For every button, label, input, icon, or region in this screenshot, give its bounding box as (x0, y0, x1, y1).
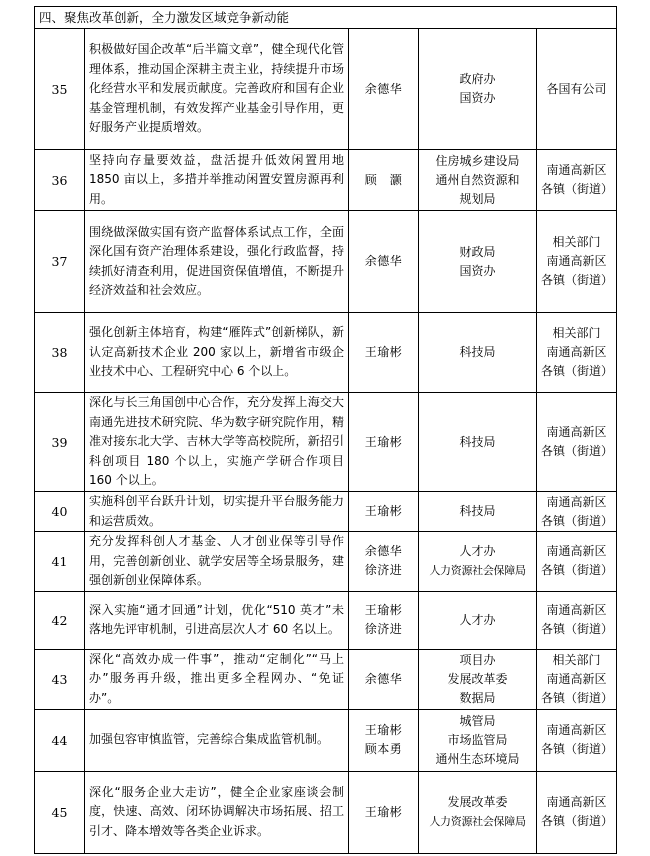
resp-line: 各镇（街道） (541, 563, 614, 578)
lead-department (419, 709, 537, 771)
row-number: 45 (35, 771, 85, 853)
row-number: 37 (35, 211, 85, 313)
resp-line: 各镇（街道） (541, 364, 614, 378)
dept-line: 科技局 (459, 504, 496, 518)
task-description: 加强包容审慎监管，完善综合集成监管机制。 (85, 709, 349, 771)
dept-line: 人才办 (459, 612, 496, 627)
lead-official (349, 649, 419, 709)
dept-line: 规划局 (459, 191, 496, 206)
dept-line: 财政局 (459, 244, 496, 259)
row-number: 39 (35, 393, 85, 492)
dept-line: 城管局 (459, 713, 496, 728)
responsible-unit (537, 29, 617, 150)
lead-line: 顾 灏 (364, 172, 403, 187)
lead-line: 王瑜彬 (364, 504, 403, 518)
task-description: 深化“服务企业大走访”，健全企业家座谈会制度，快速、高效、闭环协调解决市场拓展、招工引才、降本增效等各类企业诉求。 (85, 771, 349, 853)
lead-department (419, 393, 537, 492)
row-number: 36 (35, 150, 85, 211)
row-number: 41 (35, 532, 85, 592)
row-number: 38 (35, 313, 85, 393)
row-number: 43 (35, 649, 85, 709)
resp-line: 各镇（街道） (541, 742, 614, 756)
responsible-unit (537, 313, 617, 393)
resp-line: 各镇（街道） (541, 622, 614, 636)
lead-department (419, 771, 537, 853)
dept-line: 通州自然资源和 (435, 172, 520, 187)
lead-official (349, 313, 419, 393)
lead-line: 王瑜彬 (364, 345, 403, 359)
lead-official (349, 492, 419, 532)
row-number: 44 (35, 709, 85, 771)
lead-department (419, 150, 537, 211)
dept-line: 通州生态环境局 (435, 751, 520, 766)
task-description: 充分发挥科创人才基金、人才创业保等引导作用，完善创新创业、就学安居等全场景服务，建强创新创业保障体系。 (85, 532, 349, 592)
resp-line: 各镇（街道） (541, 444, 614, 458)
resp-line: 南通高新区 (546, 671, 607, 686)
task-description: 强化创新主体培育，构建“雁阵式”创新梯队，新认定高新技术企业 200 家以上，新增省市级企业技术中心、工程研究中心 6 个以上。 (85, 313, 349, 393)
lead-line: 顾本勇 (364, 742, 403, 756)
responsible-unit (537, 709, 617, 771)
dept-line: 人力资源社会保障局 (429, 815, 526, 828)
lead-line: 余德华 (364, 671, 403, 686)
table-row (35, 492, 617, 532)
lead-line: 王瑜彬 (364, 434, 403, 449)
resp-line: 南通高新区 (546, 163, 607, 177)
resp-line: 南通高新区 (546, 425, 607, 439)
responsible-unit (537, 771, 617, 853)
resp-line: 南通高新区 (546, 603, 607, 617)
row-number: 40 (35, 492, 85, 532)
task-description: 积极做好国企改革“后半篇文章”，健全现代化管理体系，推动国企深耕主责主业，持续提升市场化经营水平和发展贡献度。完善政府和国有企业基金管理机制，有效发挥产业基金引导作用，更好服务产业提质增效。 (85, 29, 349, 150)
lead-line: 徐济进 (364, 563, 403, 578)
lead-official (349, 29, 419, 150)
table-row (35, 211, 617, 313)
lead-department (419, 211, 537, 313)
responsible-unit (537, 649, 617, 709)
resp-line: 南通高新区 (546, 345, 607, 359)
task-table (34, 6, 617, 854)
lead-line: 王瑜彬 (364, 603, 403, 617)
lead-department (419, 591, 537, 649)
dept-line: 发展改革委 (447, 795, 508, 809)
dept-line: 国资办 (459, 91, 496, 105)
lead-department (419, 492, 537, 532)
lead-line: 余德华 (364, 544, 403, 559)
dept-line: 市场监管局 (447, 732, 508, 747)
dept-line: 科技局 (459, 345, 496, 359)
resp-line: 各镇（街道） (541, 814, 614, 828)
dept-line: 数据局 (459, 690, 496, 705)
lead-department (419, 532, 537, 592)
resp-line: 各镇（街道） (541, 690, 614, 705)
table-row (35, 532, 617, 592)
lead-line: 余德华 (364, 254, 403, 268)
task-description: 围绕做深做实国有资产监督体系试点工作，全面深化国有资产治理体系建设，强化行政监督，持续抓好清查利用，促进国资保值增值，不断提升经济效益和社会效应。 (85, 211, 349, 313)
responsible-unit (537, 393, 617, 492)
lead-official (349, 393, 419, 492)
resp-line: 南通高新区 (546, 544, 607, 559)
table-row (35, 709, 617, 771)
table-row (35, 313, 617, 393)
dept-line: 科技局 (459, 434, 496, 449)
lead-department (419, 313, 537, 393)
lead-official (349, 150, 419, 211)
dept-line: 人才办 (459, 544, 496, 559)
lead-official (349, 709, 419, 771)
lead-official (349, 591, 419, 649)
dept-line: 国资办 (459, 263, 496, 278)
task-description: 深化与长三角国创中心合作，充分发挥上海交大南通先进技术研究院、华为数字研究院作用，精准对接东北大学、吉林大学等高校院所，新招引科创项目 180 个以上，实施产学研合作项目 160 个以上。 (85, 393, 349, 492)
table-body (35, 7, 617, 854)
resp-line: 各镇（街道） (541, 513, 614, 528)
lead-line: 余德华 (364, 81, 403, 96)
task-description: 坚持向存量要效益，盘活提升低效闲置用地 1850 亩以上，多措并举推动闲置安置房源再利用。 (85, 150, 349, 211)
task-description: 实施科创平台跃升计划，切实提升平台服务能力和运营质效。 (85, 492, 349, 532)
lead-official (349, 211, 419, 313)
lead-line: 徐济进 (364, 622, 403, 636)
responsible-unit (537, 492, 617, 532)
resp-line: 相关部门 (552, 235, 601, 249)
responsible-unit (537, 591, 617, 649)
table-row (35, 771, 617, 853)
dept-line: 人力资源社会保障局 (429, 564, 526, 578)
row-number: 35 (35, 29, 85, 150)
responsible-unit (537, 532, 617, 592)
table-row (35, 150, 617, 211)
table-row (35, 29, 617, 150)
resp-line: 南通高新区 (546, 494, 607, 509)
dept-line: 住房城乡建设局 (435, 153, 520, 168)
resp-line: 南通高新区 (546, 723, 607, 737)
table-row (35, 393, 617, 492)
responsible-unit (537, 150, 617, 211)
resp-line: 南通高新区 (546, 795, 607, 809)
row-number: 42 (35, 591, 85, 649)
resp-line: 各镇（街道） (541, 273, 614, 287)
resp-line: 各镇（街道） (541, 182, 614, 196)
document-page (34, 6, 617, 854)
section-header-row (35, 7, 617, 29)
dept-line: 政府办 (459, 72, 496, 86)
dept-line: 项目办 (459, 652, 496, 667)
resp-line: 各国有公司 (546, 81, 607, 96)
resp-line: 南通高新区 (546, 254, 607, 268)
task-description: 深化“高效办成一件事”，推动“定制化”“马上办”服务再升级，推出更多全程网办、“免证办”。 (85, 649, 349, 709)
table-row (35, 591, 617, 649)
dept-line: 发展改革委 (447, 671, 508, 686)
resp-line: 相关部门 (552, 326, 601, 340)
lead-official (349, 532, 419, 592)
lead-department (419, 29, 537, 150)
resp-line: 相关部门 (552, 652, 601, 667)
lead-department (419, 649, 537, 709)
lead-official (349, 771, 419, 853)
section-title: 四、聚焦改革创新，全力激发区域竞争新动能 (35, 7, 617, 29)
task-description: 深入实施“通才回通”计划，优化“510 英才”未落地先评审机制，引进高层次人才 60 名以上。 (85, 591, 349, 649)
lead-line: 王瑜彬 (364, 723, 403, 737)
table-row (35, 649, 617, 709)
lead-line: 王瑜彬 (364, 804, 403, 819)
responsible-unit (537, 211, 617, 313)
